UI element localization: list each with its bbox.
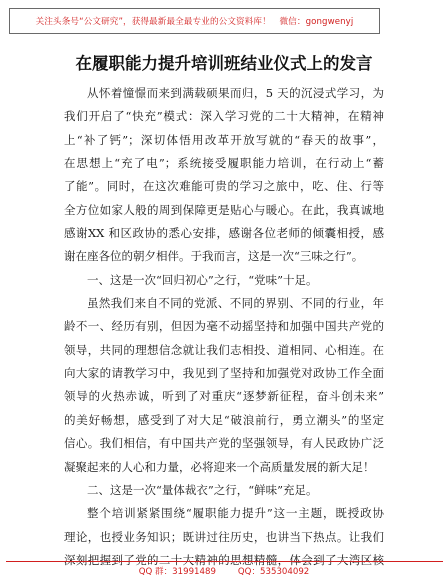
body-line: 领导的火热赤诚，听到了对重庆“逐梦新征程，奋斗创未来”: [64, 389, 384, 404]
document-title: 在履职能力提升培训班结业仪式上的发言: [75, 54, 373, 73]
body-line: 的美好畅想，感受到了对大足“破浪前行，勇立潮头”的坚定: [64, 412, 384, 427]
body-line: 深刻把握到了党的二十大精神的思想精髓，体会到了大湾区核: [64, 552, 384, 567]
body-line: 龄不一、经历有别，但因为毫不动摇坚持和加强中国共产党的: [64, 319, 384, 334]
body-line: 从怀着憧憬而来到满载硕果而归，5 天的沉浸式学习，为: [87, 86, 384, 100]
header-banner: [9, 8, 380, 34]
body-line: 凝聚起来的人心和力量，必将迎来一个高质量发展的新大足！: [64, 459, 375, 474]
header-banner-text: 关注头条号“公文研究”，获得最新最全最专业的公文资料库！ 微信：gongwenyj: [35, 17, 354, 27]
document-body: [64, 82, 384, 572]
body-line: 理论，也授业务知识；既讲过往历史，也讲当下热点。让我们: [64, 529, 384, 544]
section-heading-1: 一、这是一次“回归初心”之行，“党味”十足。: [87, 272, 318, 287]
body-line: 虽然我们来自不同的党派、不同的界别、不同的行业，年: [87, 296, 384, 311]
body-line: 整个培训紧紧围绕“履职能力提升”这一主题，既授政协: [87, 506, 384, 521]
body-line: 上“补了钙”；深切体悟用改革开放写就的“春天的故事”，: [64, 132, 384, 147]
body-line: 在思想上“充了电”；系统接受履职能力培训，在行动上“蓄: [64, 156, 384, 171]
body-line: 领导，共同的理想信念就让我们志相投、道相同、心相连。在: [64, 342, 384, 357]
section-heading-2: 二、这是一次“量体裁衣”之行，“鲜味”充足。: [87, 482, 318, 497]
body-line: 我们开启了“快充”模式：深入学习党的二十大精神，在精神: [64, 109, 384, 124]
body-line: 了能”。同时，在这次难能可贵的学习之旅中，吃、住、行等: [64, 179, 384, 194]
body-line: 信心。我们相信，有中国共产党的坚强领导，有人民政协广泛: [64, 436, 384, 451]
footer-qq-group: QQ 群：31991489: [138, 567, 216, 577]
body-line: 向大家的请教学习中，我见到了坚持和加强党对政协工作全面: [64, 366, 384, 381]
footer-contact: [0, 565, 448, 577]
footer-qq: QQ：535304092: [237, 567, 310, 577]
body-line: 感谢XX 和区政协的悉心安排，感谢各位老师的倾囊相授，感: [64, 226, 384, 241]
body-line: 谢在座各位的朝夕相伴。于我而言，这是一次“三味之行”。: [64, 249, 364, 264]
body-line: 全方位如家人般的周到保障更是贴心与暖心。在此，我真诚地: [64, 202, 384, 217]
